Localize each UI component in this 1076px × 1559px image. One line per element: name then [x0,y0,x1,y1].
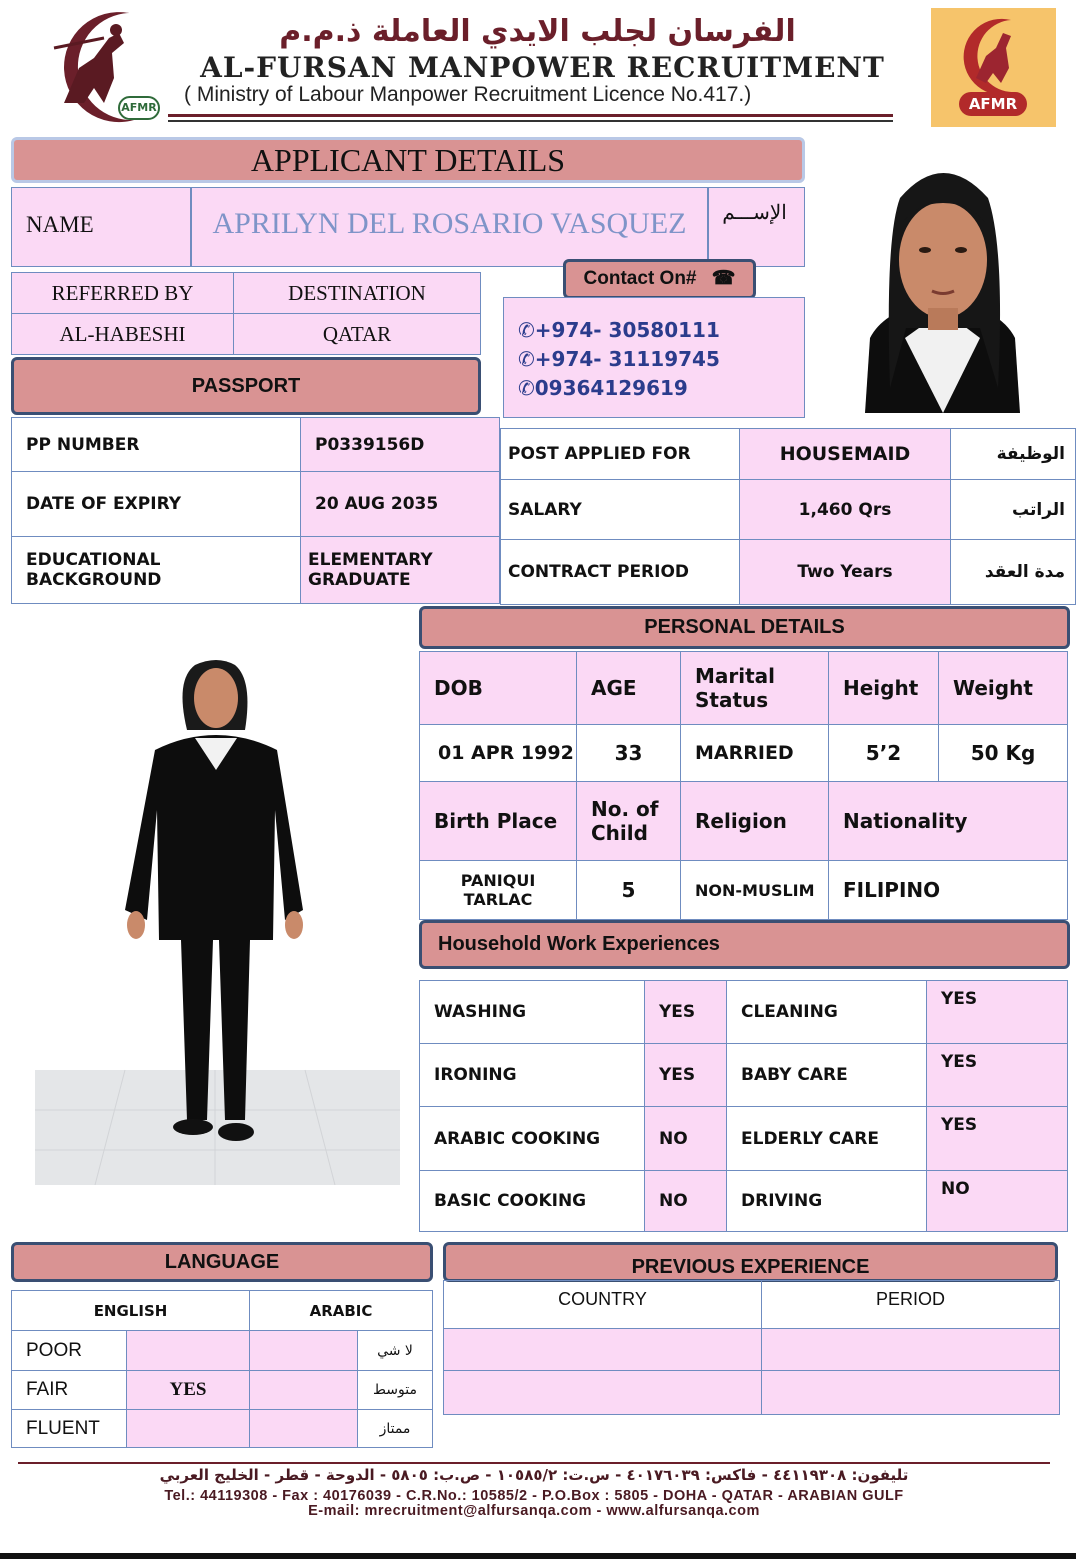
name-divider-2 [707,187,709,267]
destination-label: DESTINATION [233,272,481,314]
skill-ironing: IRONING [419,1043,645,1107]
skill-driving: DRIVING [726,1170,927,1232]
contract-label: CONTRACT PERIOD [500,539,740,605]
footer-address: Tel.: 44119308 - Fax : 40176039 - C.R.No.: 10585/2 - P.O.Box : 5805 - DOHA - QATAR - ARABIAN GULF [164,1488,904,1504]
referred-by-label: REFERRED BY [11,272,234,314]
contact-title-bar [563,259,756,299]
marital-label: Marital Status [680,651,829,725]
english-poor [126,1330,250,1371]
english-fair: YES [126,1370,250,1410]
expiry-value: 20 AUG 2035 [300,471,500,537]
skill-basic-cooking-value: NO [644,1170,727,1232]
weight-value: 50 Kg [938,724,1068,782]
contract-label-arabic: مدة العقد [950,539,1076,605]
arabic-fluent [249,1409,358,1448]
full-body-photo [35,640,400,1185]
skill-washing: WASHING [419,980,645,1044]
previous-experience-title: PREVIOUS EXPERIENCE [443,1242,1058,1282]
portrait-photo [810,148,1076,413]
contact-box [503,297,805,418]
phone-icon: ✆ [518,347,535,371]
religion-value: NON-MUSLIM [680,860,829,920]
country-header: COUNTRY [443,1280,762,1329]
children-label: No. of Child [576,781,681,861]
nationality-value: FILIPINO [828,860,1068,920]
skill-arabic-cooking: ARABIC COOKING [419,1106,645,1171]
level-poor: POOR [11,1330,127,1371]
household-title: Household Work Experiences [419,920,1070,969]
period-cell-1 [761,1328,1060,1371]
salary-label: SALARY [500,479,740,540]
header-rule-2 [168,120,893,122]
phone-icon: ✆ [518,318,535,342]
dob-value: 01 APR 1992 [419,724,577,782]
skill-ironing-value: YES [644,1043,727,1107]
personal-details-title: PERSONAL DETAILS [419,606,1070,649]
english-fluent [126,1409,250,1448]
skill-elderly-care: ELDERLY CARE [726,1106,927,1171]
education-value [300,536,500,604]
expiry-label: DATE OF EXPIRY [11,471,301,537]
applicant-name: APRILYN DEL ROSARIO VASQUEZ [212,207,687,240]
period-header: PERIOD [761,1280,1060,1329]
skill-baby-care: BABY CARE [726,1043,927,1107]
logo-badge: AFMR [118,96,160,120]
phone-icon: ✆ [518,376,535,400]
age-label: AGE [576,651,681,725]
skill-washing-value: YES [644,980,727,1044]
salary-label-arabic: الراتب [950,479,1076,540]
level-fluent-arabic: ممتاز [357,1409,433,1448]
name-label-arabic: الإســـم [722,202,787,224]
arabic-poor [249,1330,358,1371]
weight-label: Weight [938,651,1068,725]
contact-label: Contact On# [583,268,697,289]
country-cell-1 [443,1328,762,1371]
footer-email[interactable]: E-mail: mrecruitment@alfursanqa.com - www.alfursanqa.com [308,1503,760,1519]
phone-icon: ☎ [711,268,736,289]
post-value: HOUSEMAID [739,428,951,480]
height-label: Height [828,651,939,725]
licence-line: ( Ministry of Labour Manpower Recruitment Licence No.417.) [184,83,752,106]
afmr-badge-text: AFMR [968,95,1018,113]
salary-value: 1,460 Qrs [739,479,951,540]
name-label: NAME [26,212,94,237]
nationality-label: Nationality [828,781,1068,861]
education-label: EDUCATIONAL BACKGROUND [11,536,301,604]
marital-value: MARRIED [680,724,829,782]
country-cell-2 [443,1370,762,1415]
education-line-1: ELEMENTARY [308,550,433,570]
company-name: AL-FURSAN MANPOWER RECRUITMENT [200,51,885,84]
afmr-logo-right [931,8,1056,127]
skill-baby-care-value: YES [926,1043,1068,1107]
language-english-header: ENGLISH [11,1290,250,1331]
skill-cleaning-value: YES [926,980,1068,1044]
contract-value: Two Years [739,539,951,605]
level-poor-arabic: لا شي [357,1330,433,1371]
passport-title: PASSPORT [11,357,481,415]
applicant-details-title: APPLICANT DETAILS [11,137,805,183]
skill-elderly-care-value: YES [926,1106,1068,1171]
level-fair: FAIR [11,1370,127,1410]
phone-1[interactable]: ✆+974- 30580111 [518,318,720,342]
skill-basic-cooking: BASIC COOKING [419,1170,645,1232]
pp-number: P0339156D [300,417,500,472]
birthplace-label: Birth Place [419,781,577,861]
language-arabic-header: ARABIC [249,1290,433,1331]
birthplace-value: PANIQUI TARLAC [419,860,577,920]
religion-label: Religion [680,781,829,861]
referred-by-value: AL-HABESHI [11,313,234,355]
period-cell-2 [761,1370,1060,1415]
language-title: LANGUAGE [11,1242,433,1282]
pp-number-label: PP NUMBER [11,417,301,472]
level-fair-arabic: متوسط [357,1370,433,1410]
header-rule [168,114,893,117]
page-bottom-rule [0,1553,1076,1559]
destination-value: QATAR [233,313,481,355]
education-line-2: GRADUATE [308,570,411,590]
skill-arabic-cooking-value: NO [644,1106,727,1171]
arabic-company-name: الفرسان لجلب الايدي العاملة ذ.م.م [279,14,796,49]
arabic-fair [249,1370,358,1410]
post-label-arabic: الوظيفة [950,428,1076,480]
skill-driving-value: NO [926,1170,1068,1232]
phone-3[interactable]: ✆09364129619 [518,376,688,400]
age-value: 33 [576,724,681,782]
children-value: 5 [576,860,681,920]
dob-label: DOB [419,651,577,725]
height-value: 5’2 [828,724,939,782]
post-label: POST APPLIED FOR [500,428,740,480]
footer-arabic: تليفون: ٤٤١١٩٣٠٨ - فاكس: ٤٠١٧٦٠٣٩ - س.ت: ١٠٥٨٥/٢ - ص.ب: ٥٨٠٥ - الدوحة - قطر - الخليج العربي [159,1466,909,1484]
level-fluent: FLUENT [11,1409,127,1448]
phone-2[interactable]: ✆+974- 31119745 [518,347,720,371]
skill-cleaning: CLEANING [726,980,927,1044]
footer-rule [18,1462,1050,1464]
